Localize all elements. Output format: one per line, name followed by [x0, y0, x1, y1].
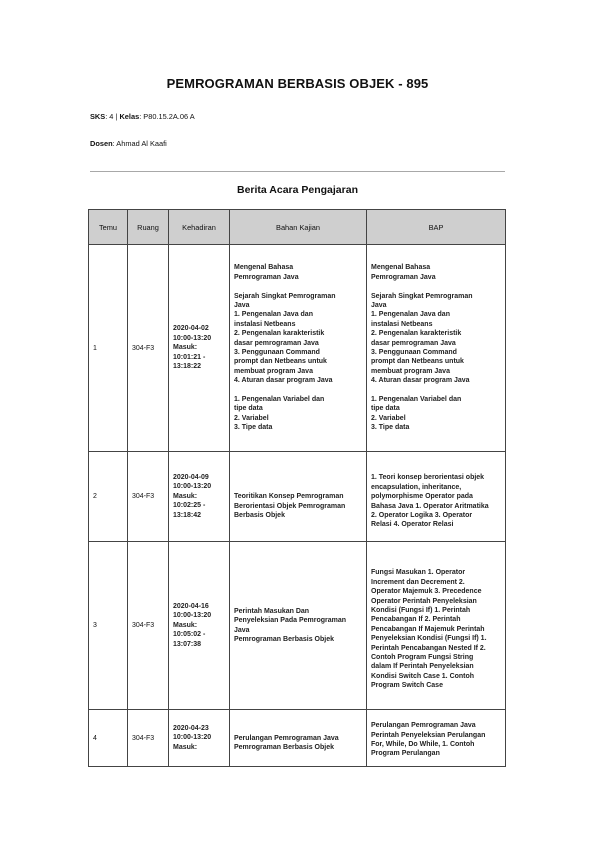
teaching-report-table	[88, 209, 506, 767]
cell-ruang: 304-F3	[128, 542, 169, 710]
sks-label: SKS	[90, 112, 106, 121]
cell-temu: 3	[89, 542, 128, 710]
kelas-value: : P80.15.2A.06 A	[139, 112, 195, 121]
header-bap: BAP	[367, 210, 506, 245]
cell-bahan-kajian: Teoritikan Konsep Pemrograman Berorientasi Objek Pemrograman Berbasis Objek	[230, 452, 367, 542]
cell-kehadiran: 2020-04-02 10:00-13:20 Masuk: 10:01:21 - 13:18:22	[169, 245, 230, 452]
table-row	[89, 245, 506, 452]
horizontal-divider	[90, 171, 505, 172]
cell-bahan-kajian: Perulangan Pemrograman Java Pemrograman Berbasis Objek	[230, 710, 367, 767]
cell-ruang: 304-F3	[128, 245, 169, 452]
table-row	[89, 542, 506, 710]
cell-bap: Mengenal Bahasa Pemrograman Java Sejarah Singkat Pemrograman Java 1. Pengenalan Java dan instalasi Netbeans 2. Pengenalan karakteristik dasar pemrograman Java 3. Penggunaan Command prompt dan Netbeans untuk membuat program Java 4. Aturan dasar program Java 1. Pengenalan Variabel dan tipe data 2. Variabel 3. Tipe data	[367, 245, 506, 452]
cell-ruang: 304-F3	[128, 710, 169, 767]
cell-temu: 4	[89, 710, 128, 767]
cell-bap: Fungsi Masukan 1. Operator Increment dan Decrement 2. Operator Majemuk 3. Precedence Operator Perintah Penyeleksian Kondisi (Fungsi If) 1. Perintah Pencabangan If 2. Perintah Pencabangan If Majemuk Perintah Penyeleksian Kondisi (Fungsi If) 1. Perintah Pencabangan Nested If 2. Contoh Program Fungsi String dalam If Perintah Penyeleksian Kondisi Switch Case 1. Contoh Program Switch Case	[367, 542, 506, 710]
cell-bap: Perulangan Pemrograman Java Perintah Penyeleksian Perulangan For, While, Do While, 1. Contoh Program Perulangan	[367, 710, 506, 767]
cell-temu: 1	[89, 245, 128, 452]
header-temu: Temu	[89, 210, 128, 245]
cell-kehadiran: 2020-04-23 10:00-13:20 Masuk:	[169, 710, 230, 767]
course-meta	[90, 112, 195, 121]
cell-bahan-kajian: Mengenal Bahasa Pemrograman Java Sejarah Singkat Pemrograman Java 1. Pengenalan Java dan instalasi Netbeans 2. Pengenalan karakteristik dasar pemrograman Java 3. Penggunaan Command prompt dan Netbeans untuk membuat program Java 4. Aturan dasar program Java 1. Pengenalan Variabel dan tipe data 2. Variabel 3. Tipe data	[230, 245, 367, 452]
table-row	[89, 710, 506, 767]
section-title: Berita Acara Pengajaran	[236, 184, 358, 196]
table-row	[89, 452, 506, 542]
cell-temu: 2	[89, 452, 128, 542]
cell-ruang: 304-F3	[128, 452, 169, 542]
document-title: PEMROGRAMAN BERBASIS OBJEK - 895	[166, 76, 429, 91]
dosen-label: Dosen	[90, 139, 113, 148]
header-ruang: Ruang	[128, 210, 169, 245]
lecturer-line	[90, 139, 167, 148]
header-bahan-kajian: Bahan Kajian	[230, 210, 367, 245]
table-header-row	[89, 210, 506, 245]
cell-bap: 1. Teori konsep berorientasi objek encapsulation, inheritance, polymorphisme Operator pada Bahasa Java 1. Operator Aritmatika 2. Operator Logika 3. Operator Relasi 4. Operator Relasi	[367, 452, 506, 542]
sks-value: : 4 |	[105, 112, 120, 121]
cell-kehadiran: 2020-04-16 10:00-13:20 Masuk: 10:05:02 - 13:07:38	[169, 542, 230, 710]
header-kehadiran: Kehadiran	[169, 210, 230, 245]
cell-kehadiran: 2020-04-09 10:00-13:20 Masuk: 10:02:25 - 13:18:42	[169, 452, 230, 542]
kelas-label: Kelas	[119, 112, 140, 121]
dosen-value: : Ahmad Al Kaafi	[112, 139, 167, 148]
cell-bahan-kajian: Perintah Masukan Dan Penyeleksian Pada Pemrograman Java Pemrograman Berbasis Objek	[230, 542, 367, 710]
